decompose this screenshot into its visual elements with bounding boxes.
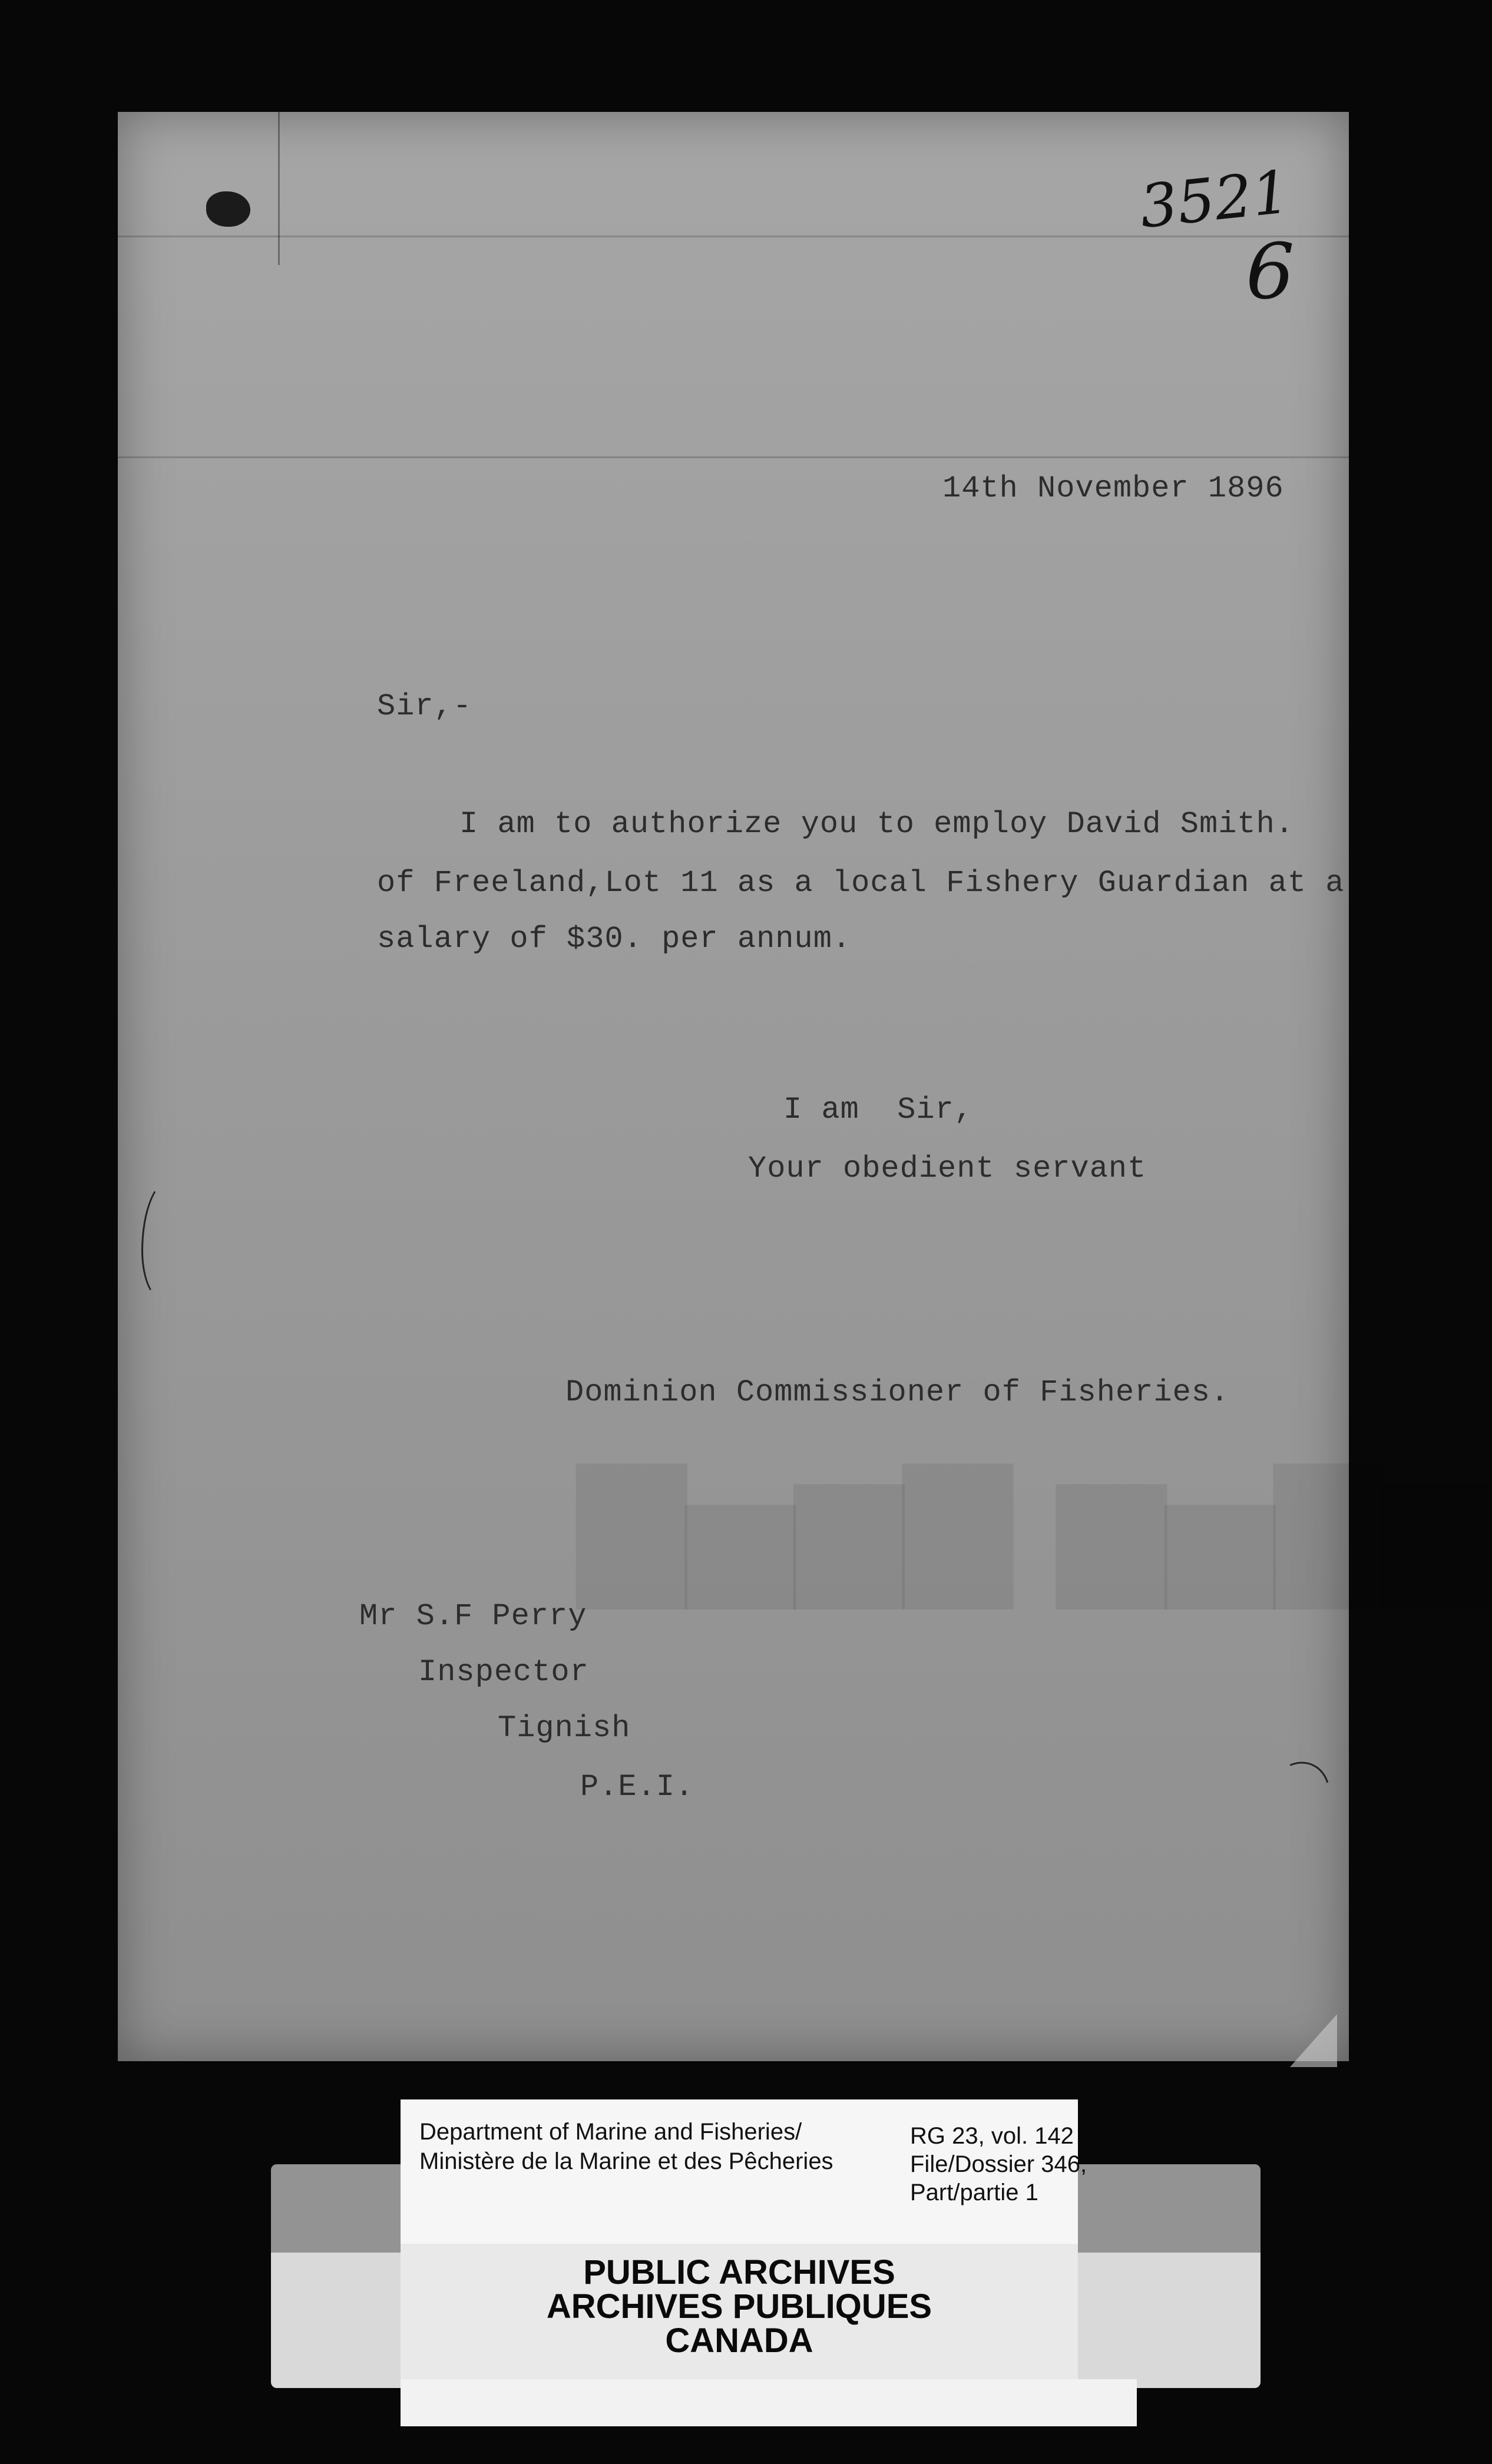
stamp-line: ARCHIVES PUBLIQUES [546, 2287, 932, 2326]
bleed-through-text: ▇▅▆▇ ▆▅▇▆ [577, 1443, 1492, 1608]
margin-line [278, 112, 280, 265]
department-line: Ministère de la Marine et des Pêcheries [419, 2148, 833, 2174]
body-line: of Freeland,Lot 11 as a local Fishery Guardian at a [377, 866, 1345, 900]
salutation: Sir,- [377, 689, 472, 724]
body-line: I am to authorize you to employ David Smith. [459, 807, 1295, 842]
body-line: salary of $30. per annum. [377, 922, 852, 956]
letter-sheet [118, 112, 1492, 2061]
department-name [419, 2117, 833, 2176]
handwritten-file-number: 3521 [1136, 157, 1293, 241]
label-tab [401, 2379, 1137, 2426]
department-line: Department of Marine and Fisheries/ [419, 2119, 802, 2145]
stamp-line: CANADA [665, 2321, 813, 2360]
signature-title: Dominion Commissioner of Fisheries. [565, 1375, 1230, 1410]
reference-line: File/Dossier 346, [910, 2151, 1087, 2177]
handwritten-mark: 6 [1246, 227, 1295, 316]
address-line: Mr S.F Perry [359, 1599, 587, 1634]
reference-line: RG 23, vol. 142 [910, 2123, 1074, 2149]
page-corner [1290, 2014, 1337, 2067]
reference-line: Part/partie 1 [910, 2180, 1038, 2205]
address-line: Tignish [498, 1711, 631, 1746]
address-line: Inspector [418, 1655, 589, 1690]
archive-reference-label [401, 2099, 1087, 2244]
public-archives-stamp [401, 2244, 1078, 2379]
letter-date: 14th November 1896 [942, 471, 1284, 506]
punch-hole [206, 191, 250, 227]
record-reference [910, 2122, 1087, 2207]
address-line: P.E.I. [580, 1770, 694, 1804]
closing-line: Your obedient servant [748, 1151, 1147, 1186]
closing-line: I am Sir, [783, 1092, 974, 1127]
stamp-line: PUBLIC ARCHIVES [583, 2253, 895, 2291]
fold-line [118, 456, 1349, 458]
